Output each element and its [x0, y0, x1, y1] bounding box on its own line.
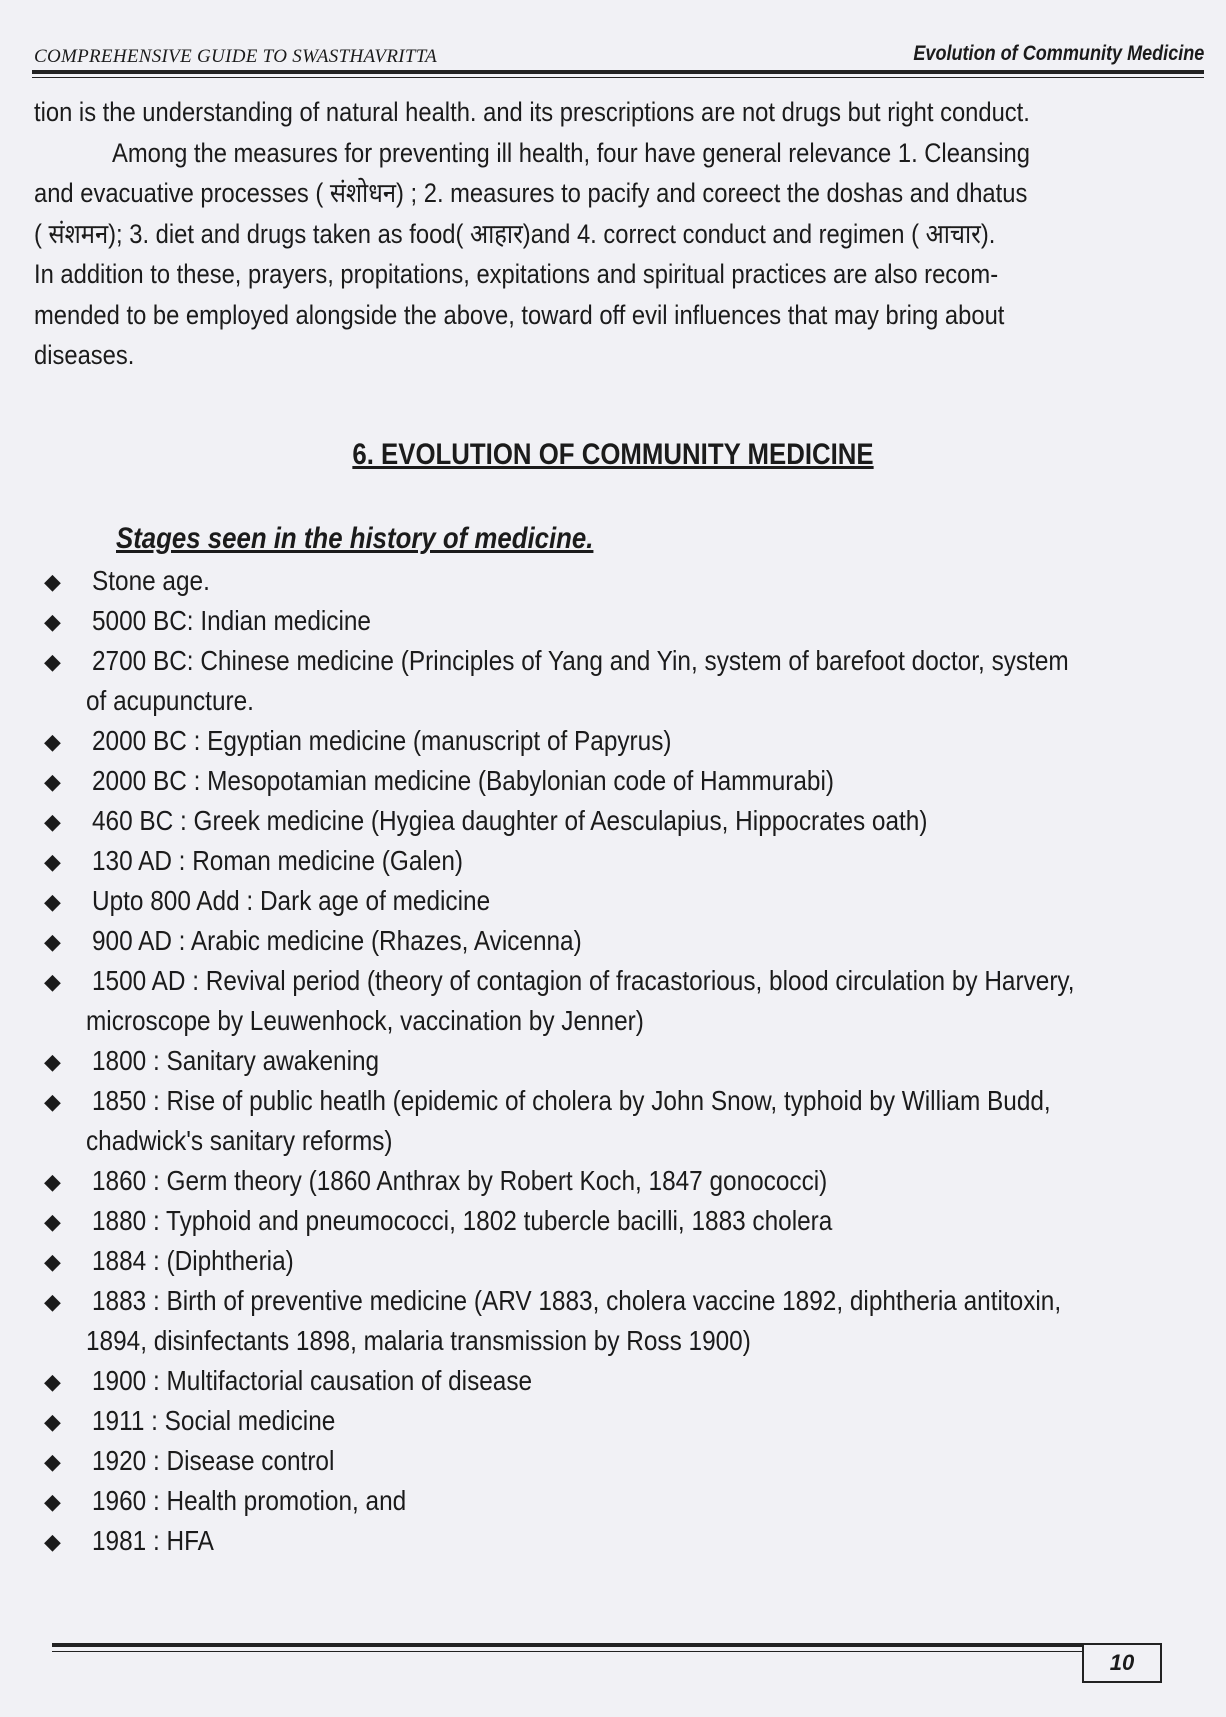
running-header — [32, 40, 1204, 70]
intro-paragraph-line: mended to be employed alongside the above, toward off evil influences that may bring about — [34, 299, 1005, 330]
stage-text: 1911 : Social medicine — [92, 1405, 336, 1436]
section-title: 6. EVOLUTION OF COMMUNITY MEDICINE — [352, 438, 874, 471]
stage-text: 1500 AD : Revival period (theory of contagion of fracastorious, blood circulation by Harvery, — [92, 965, 1075, 996]
diamond-bullet-icon: ◆ — [44, 1249, 61, 1274]
diamond-bullet-icon: ◆ — [44, 1089, 61, 1114]
intro-paragraph-line: diseases. — [34, 340, 135, 370]
stage-item — [40, 1361, 1220, 1401]
subsection-title: Stages seen in the history of medicine. — [116, 522, 594, 555]
stage-text: 1960 : Health promotion, and — [92, 1485, 407, 1516]
stage-item — [40, 961, 1220, 1041]
stage-text: 1800 : Sanitary awakening — [92, 1045, 380, 1076]
stage-item — [40, 841, 1220, 881]
diamond-bullet-icon: ◆ — [44, 1489, 61, 1514]
stage-text: 1860 : Germ theory (1860 Anthrax by Robert Koch, 1847 gonococci) — [92, 1165, 828, 1196]
stage-text-continued: of acupuncture. — [86, 685, 254, 716]
diamond-bullet-icon: ◆ — [44, 1409, 61, 1434]
intro-text — [34, 92, 1206, 376]
header-rule — [32, 70, 1204, 78]
stage-text: 5000 BC: Indian medicine — [92, 605, 371, 636]
stage-text: 460 BC : Greek medicine (Hygiea daughter of Aesculapius, Hippocrates oath) — [92, 805, 928, 836]
stage-item — [40, 921, 1220, 961]
stage-item — [40, 761, 1220, 801]
diamond-bullet-icon: ◆ — [44, 929, 61, 954]
stage-item — [40, 1041, 1220, 1081]
stage-text: 2000 BC : Egyptian medicine (manuscript of Papyrus) — [92, 725, 672, 756]
diamond-bullet-icon: ◆ — [44, 1209, 61, 1234]
diamond-bullet-icon: ◆ — [44, 769, 61, 794]
chapter-title: Evolution of Community Medicine — [913, 42, 1204, 65]
stage-item — [40, 1441, 1220, 1481]
book-title: COMPREHENSIVE GUIDE TO SWASTHAVRITTA — [34, 46, 438, 67]
diamond-bullet-icon: ◆ — [44, 1169, 61, 1194]
stage-text-continued: microscope by Leuwenhock, vaccination by Jenner) — [86, 1005, 644, 1036]
stage-text: 1981 : HFA — [92, 1525, 214, 1556]
stage-item — [40, 1401, 1220, 1441]
stage-item — [40, 801, 1220, 841]
diamond-bullet-icon: ◆ — [44, 969, 61, 994]
stage-text-continued: 1894, disinfectants 1898, malaria transmission by Ross 1900) — [86, 1325, 751, 1356]
diamond-bullet-icon: ◆ — [44, 1529, 61, 1554]
stage-item — [40, 721, 1220, 761]
intro-paragraph-line: ( संशमन); 3. diet and drugs taken as food( आहार)and 4. correct conduct and regimen ( आचार). — [34, 218, 996, 249]
page-number: 10 — [1082, 1643, 1162, 1683]
footer-rule — [52, 1643, 1082, 1652]
diamond-bullet-icon: ◆ — [44, 809, 61, 834]
stage-text: 1920 : Disease control — [92, 1445, 335, 1476]
stage-text: 1880 : Typhoid and pneumococci, 1802 tubercle bacilli, 1883 cholera — [92, 1205, 833, 1236]
stage-text: 2000 BC : Mesopotamian medicine (Babylonian code of Hammurabi) — [92, 765, 835, 796]
stage-item — [40, 1481, 1220, 1521]
intro-paragraph-line: In addition to these, prayers, propitations, expitations and spiritual practices are also recom- — [34, 259, 999, 289]
stage-item — [40, 1521, 1220, 1561]
intro-line: tion is the understanding of natural health. and its prescriptions are not drugs but right conduct. — [34, 97, 1030, 127]
stage-item — [40, 641, 1220, 721]
stage-item — [40, 561, 1220, 601]
intro-paragraph-line: and evacuative processes ( संशोधन) ; 2. measures to pacify and coreect the doshas and dhatus — [34, 178, 1028, 208]
stage-item — [40, 1201, 1220, 1241]
diamond-bullet-icon: ◆ — [44, 1289, 61, 1314]
stage-text: 1883 : Birth of preventive medicine (ARV 1883, cholera vaccine 1892, diphtheria antitoxin, — [92, 1285, 1062, 1316]
stage-text: 900 AD : Arabic medicine (Rhazes, Avicenna) — [92, 925, 582, 956]
diamond-bullet-icon: ◆ — [44, 1369, 61, 1394]
intro-paragraph — [34, 133, 1206, 376]
stage-text: 2700 BC: Chinese medicine (Principles of Yang and Yin, system of barefoot doctor, system — [92, 645, 1069, 676]
stage-item — [40, 1161, 1220, 1201]
diamond-bullet-icon: ◆ — [44, 609, 61, 634]
stage-item — [40, 601, 1220, 641]
stage-text: 130 AD : Roman medicine (Galen) — [92, 845, 464, 876]
diamond-bullet-icon: ◆ — [44, 1049, 61, 1074]
stage-text: 1884 : (Diphtheria) — [92, 1245, 294, 1276]
stages-list — [40, 561, 1220, 1561]
diamond-bullet-icon: ◆ — [44, 729, 61, 754]
stage-text: 1900 : Multifactorial causation of disease — [92, 1365, 533, 1396]
stage-item — [40, 881, 1220, 921]
stage-text: Upto 800 Add : Dark age of medicine — [92, 885, 491, 916]
stage-item — [40, 1241, 1220, 1281]
stage-item — [40, 1281, 1220, 1361]
stage-item — [40, 1081, 1220, 1161]
diamond-bullet-icon: ◆ — [44, 1449, 61, 1474]
diamond-bullet-icon: ◆ — [44, 569, 61, 594]
diamond-bullet-icon: ◆ — [44, 849, 61, 874]
stage-text: 1850 : Rise of public heatlh (epidemic of cholera by John Snow, typhoid by William Budd, — [92, 1085, 1051, 1116]
stage-text: Stone age. — [92, 565, 210, 596]
diamond-bullet-icon: ◆ — [44, 649, 61, 674]
stage-text-continued: chadwick's sanitary reforms) — [86, 1125, 393, 1156]
diamond-bullet-icon: ◆ — [44, 889, 61, 914]
intro-paragraph-line: Among the measures for preventing ill health, four have general relevance 1. Cleansing — [112, 137, 1030, 168]
